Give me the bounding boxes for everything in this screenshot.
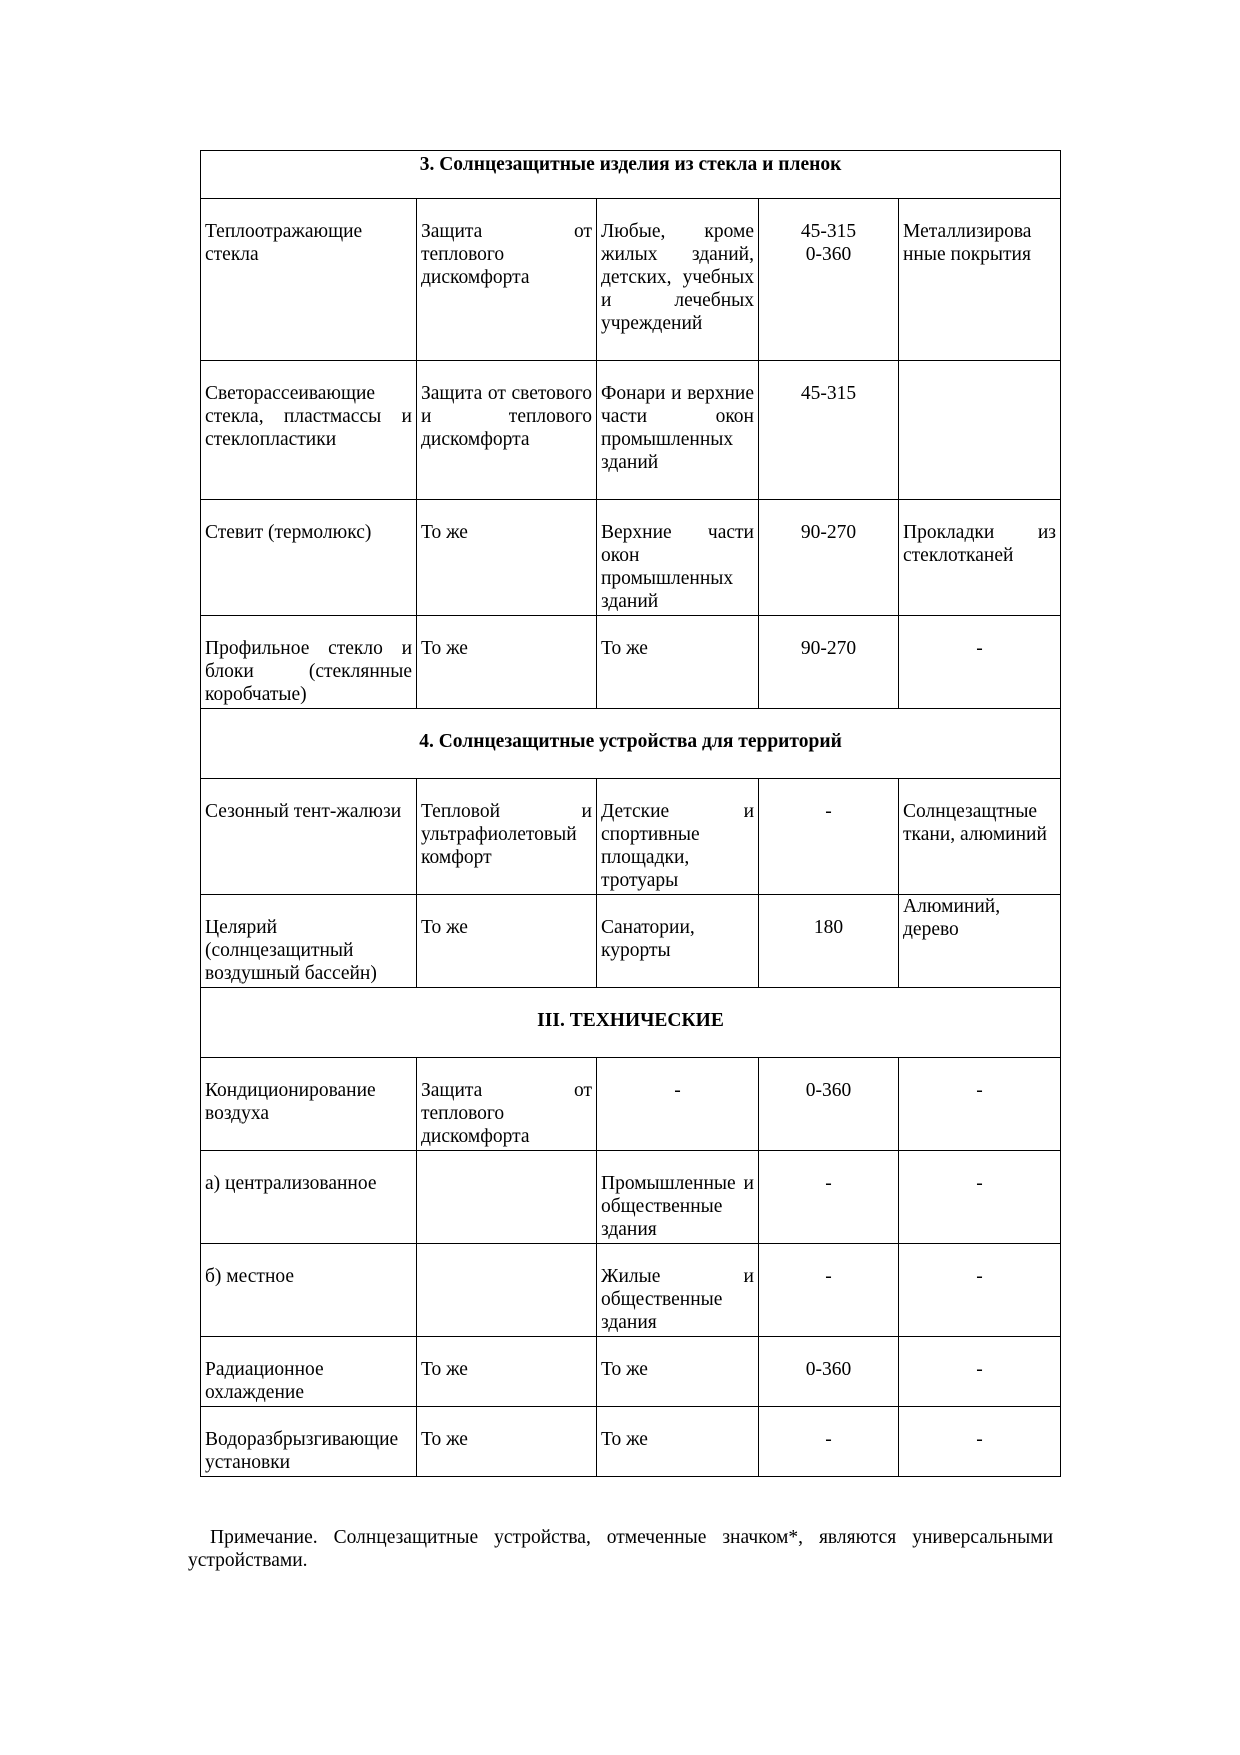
section-title: 3. Солнцезащитные изделия из стекла и пленок: [201, 151, 1061, 199]
table-row: [201, 1058, 1061, 1151]
cell-material: Прокладки из стеклотканей: [899, 500, 1061, 616]
section-title: 4. Солнцезащитные устройства для территорий: [201, 709, 1061, 779]
cell-angle: -: [759, 779, 899, 895]
cell-material: -: [899, 1058, 1061, 1151]
sun-protection-table: [200, 150, 1061, 1477]
section-header-row: [201, 151, 1061, 199]
cell-product: Кондиционирование воздуха: [201, 1058, 417, 1151]
table-row: [201, 779, 1061, 895]
cell-angle: 180: [759, 895, 899, 988]
cell-application: Жилые и общественные здания: [597, 1244, 759, 1337]
cell-angle: -: [759, 1407, 899, 1477]
cell-material: Алюминий, дерево: [899, 895, 1061, 988]
cell-application: -: [597, 1058, 759, 1151]
cell-purpose: То же: [417, 895, 597, 988]
table-row: [201, 1244, 1061, 1337]
cell-purpose: То же: [417, 1337, 597, 1407]
cell-product: а) централизованное: [201, 1151, 417, 1244]
cell-angle: 90-270: [759, 616, 899, 709]
cell-product: Целярий (солнцезащитный воздушный бассейн): [201, 895, 417, 988]
cell-application: Верхние части окон промышленных зданий: [597, 500, 759, 616]
cell-application: Детские и спортивные площадки, тротуары: [597, 779, 759, 895]
cell-angle: -: [759, 1244, 899, 1337]
cell-product: Стевит (термолюкс): [201, 500, 417, 616]
table-footnote: Примечание. Солнцезащитные устройства, отмеченные значком*, являются универсальными устройствами.: [188, 1526, 1053, 1571]
cell-angle: 0-360: [759, 1337, 899, 1407]
cell-purpose: Тепловой и ультрафиолетовый комфорт: [417, 779, 597, 895]
table-row: [201, 1337, 1061, 1407]
cell-application: Санатории, курорты: [597, 895, 759, 988]
section-title: III. ТЕХНИЧЕСКИЕ: [201, 988, 1061, 1058]
cell-product: Водоразбрызгивающие установки: [201, 1407, 417, 1477]
cell-purpose: То же: [417, 500, 597, 616]
cell-application: Любые, кроме жилых зданий, детских, учебных и лечебных учреждений: [597, 199, 759, 361]
cell-application: То же: [597, 616, 759, 709]
cell-material: Солнцезащтные ткани, алюминий: [899, 779, 1061, 895]
cell-application: То же: [597, 1407, 759, 1477]
table-row: [201, 1151, 1061, 1244]
cell-application: То же: [597, 1337, 759, 1407]
cell-purpose: Защита от светового и теплового дискомфорта: [417, 361, 597, 500]
cell-material: -: [899, 616, 1061, 709]
cell-purpose: То же: [417, 1407, 597, 1477]
table-row: [201, 1407, 1061, 1477]
cell-material: -: [899, 1337, 1061, 1407]
cell-angle: 45-315: [759, 361, 899, 500]
cell-material: -: [899, 1407, 1061, 1477]
table-row: [201, 616, 1061, 709]
cell-purpose: [417, 1151, 597, 1244]
cell-material: [899, 361, 1061, 500]
cell-angle: -: [759, 1151, 899, 1244]
section-header-row: [201, 988, 1061, 1058]
cell-purpose: [417, 1244, 597, 1337]
cell-product: Профильное стекло и блоки (стеклянные коробчатые): [201, 616, 417, 709]
cell-product: Сезонный тент-жалюзи: [201, 779, 417, 895]
cell-product: Теплоотражающие стекла: [201, 199, 417, 361]
table-row: [201, 500, 1061, 616]
cell-product: Радиационное охлаждение: [201, 1337, 417, 1407]
cell-purpose: Защита от теплового дискомфорта: [417, 1058, 597, 1151]
cell-application: Фонари и верхние части окон промышленных зданий: [597, 361, 759, 500]
cell-material: -: [899, 1244, 1061, 1337]
table-row: [201, 199, 1061, 361]
cell-application: Промышленные и общественные здания: [597, 1151, 759, 1244]
table-row: [201, 895, 1061, 988]
cell-material: -: [899, 1151, 1061, 1244]
cell-angle: 45-315 0-360: [759, 199, 899, 361]
cell-product: б) местное: [201, 1244, 417, 1337]
section-header-row: [201, 709, 1061, 779]
cell-angle: 90-270: [759, 500, 899, 616]
cell-purpose: Защита от теплового дискомфорта: [417, 199, 597, 361]
cell-purpose: То же: [417, 616, 597, 709]
cell-material: Металлизирова нные покрытия: [899, 199, 1061, 361]
table-row: [201, 361, 1061, 500]
cell-angle: 0-360: [759, 1058, 899, 1151]
cell-product: Светорассеивающие стекла, пластмассы и стеклопластики: [201, 361, 417, 500]
